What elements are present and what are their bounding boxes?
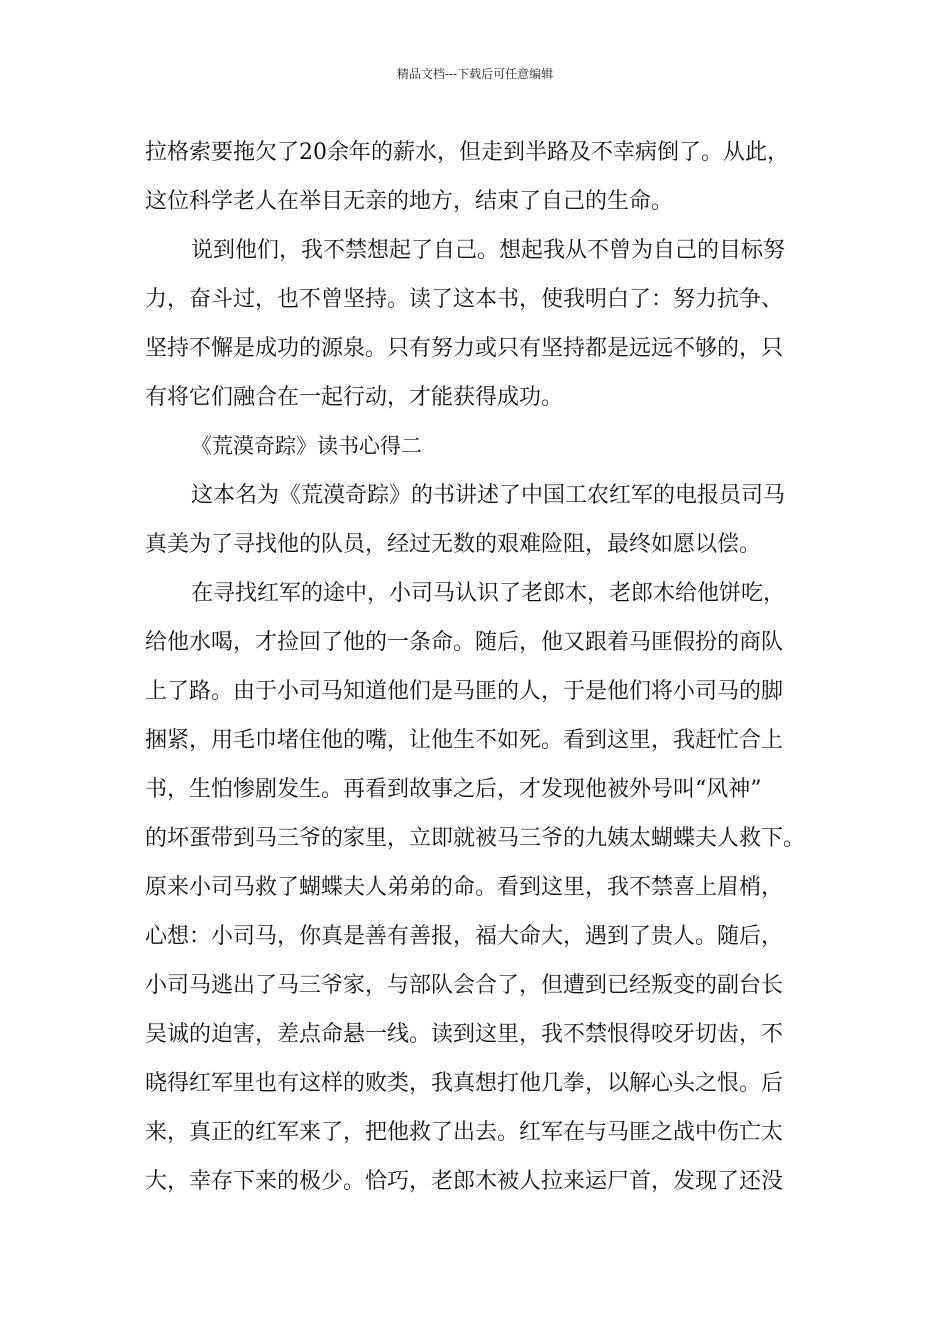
- text-line: 小司马逃出了马三爷家，与部队会合了，但遭到已经叛变的副台长: [145, 973, 784, 998]
- text-line: 有将它们融合在一起行动，才能获得成功。: [145, 385, 564, 410]
- text-line: 给他水喝，才捡回了他的一条命。随后，他又跟着马匪假扮的商队: [145, 630, 784, 655]
- document-body: [145, 128, 825, 1206]
- text-line: 说到他们，我不禁想起了自己。想起我从不曾为自己的目标努: [191, 238, 786, 263]
- text-line: 的坏蛋带到马三爷的家里，立即就被马三爷的九姨太蝴蝶夫人救下。: [145, 826, 806, 851]
- text-line: 书，生怕惨剧发生。再看到故事之后，才发现他被外号叫“风神”: [145, 777, 762, 802]
- text-line: 上了路。由于小司马知道他们是马匪的人，于是他们将小司马的脚: [145, 679, 784, 704]
- page-header: 精品文档---下载后可任意编辑: [396, 67, 554, 81]
- text-line: 真美为了寻找他的队员，经过无数的艰难险阻，最终如愿以偿。: [145, 532, 762, 557]
- text-line: 吴诚的迫害，差点命悬一线。读到这里，我不禁恨得咬牙切齿，不: [145, 1022, 784, 1047]
- section-heading: 《荒漠奇踪》读书心得二: [191, 434, 422, 458]
- text-line: 捆紧，用毛巾堵住他的嘴，让他生不如死。看到这里，我赶忙合上: [145, 728, 784, 753]
- text-line: 在寻找红军的途中，小司马认识了老郎木，老郎木给他饼吃，: [191, 581, 786, 606]
- text-line: 大，幸存下来的极少。恰巧，老郎木被人拉来运尸首，发现了还没: [145, 1169, 784, 1194]
- text-line: 这位科学老人在举目无亲的地方，结束了自己的生命。: [145, 189, 674, 214]
- text-line: 原来小司马救了蝴蝶夫人弟弟的命。看到这里，我不禁喜上眉梢，: [145, 875, 784, 900]
- text-line: 心想：小司马，你真是善有善报，福大命大，遇到了贵人。随后，: [145, 924, 784, 949]
- text-line: 拉格索要拖欠了20余年的薪水，但走到半路及不幸病倒了。从此，: [145, 140, 789, 165]
- text-line: 这本名为《荒漠奇踪》的书讲述了中国工农红军的电报员司马: [191, 483, 786, 508]
- text-line: 来，真正的红军来了，把他救了出去。红军在与马匪之战中伤亡太: [145, 1120, 784, 1145]
- text-line: 晓得红军里也有这样的败类，我真想打他几拳，以解心头之恨。后: [145, 1071, 784, 1096]
- text-line: 坚持不懈是成功的源泉。只有努力或只有坚持都是远远不够的，只: [145, 336, 784, 361]
- text-line: 力，奋斗过，也不曾坚持。读了这本书，使我明白了：努力抗争、: [145, 287, 784, 312]
